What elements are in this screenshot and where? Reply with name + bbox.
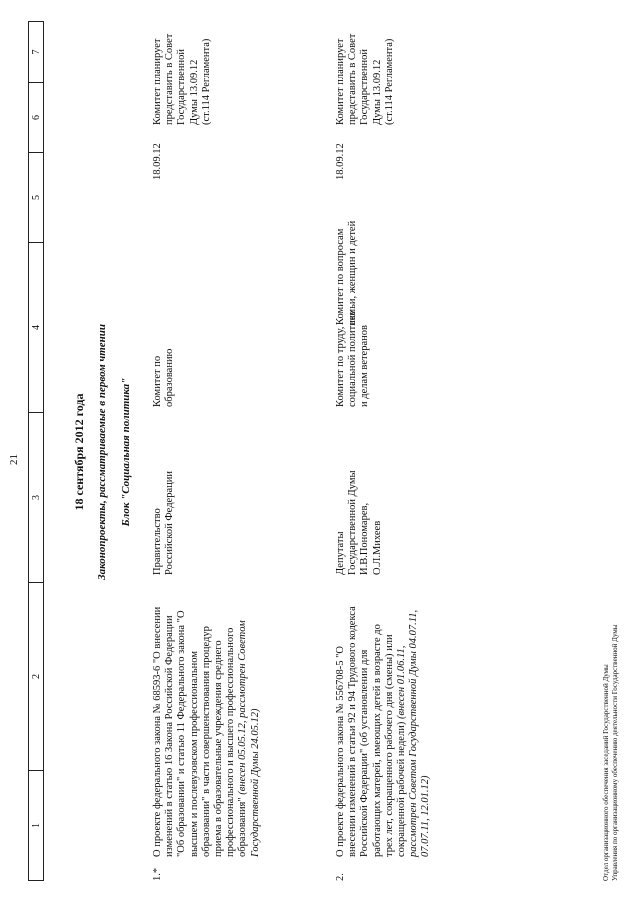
bill-description — [152, 602, 262, 857]
review-date: 18.09.12 — [152, 143, 163, 180]
bill-note: (внесен 01.06.11, рассмотрен Советом Государственной Думы 04.07.11, 07.07.11, 12.01.12) — [396, 609, 432, 857]
bill-title: О проекте федерального закона № 68593-6 "О внесении изменений в статью 16 Закона Российской Федерации "Об образовании" и статью 11 Федерального закона "О высшем и послевузовском профессиональном образовании" в части совершенствования процедур приема в образовательные учреждения среднего профессионального и высшего профессионального образования" — [152, 606, 249, 857]
row-number: 1.* — [152, 867, 163, 881]
co-committee: Комитет по вопросам семьи, женщин и детей — [335, 220, 359, 325]
column-header: 2 — [29, 582, 43, 770]
column-header-row — [28, 21, 44, 881]
section-heading: Законопроекты, рассматриваемые в первом чтении — [96, 324, 108, 580]
page-number: 21 — [8, 454, 20, 465]
bill-description — [335, 602, 433, 857]
column-header: 1 — [29, 770, 43, 880]
committee: Комитет по труду, социальной политике и делам ветеранов — [335, 310, 371, 407]
bill-title: О проекте федерального закона № 556708-5 "О внесении изменений в статьи 92 и 94 Трудового кодекса Российской Федерации" (об установлении для работающих матерей, имеющих детей в возрасте до трех лет, сокращенного рабочего дня (смены) или сокращенной рабочей недели) — [335, 606, 408, 857]
initiator: Депутаты Государственной Думы И.В.Пономарев, О.Л.Михеев — [335, 470, 383, 575]
column-header: 5 — [29, 152, 43, 242]
footer-line: Отдел организационного обеспечения заседаний Государственной Думы — [602, 664, 610, 881]
footer — [602, 281, 620, 881]
row-number: 2. — [335, 873, 346, 881]
date-heading: 18 сентября 2012 года — [72, 393, 86, 511]
column-header: 4 — [29, 242, 43, 412]
committee: Комитет по образованию — [152, 348, 176, 407]
bill-note: (внесен 05.05.12, рассмотрен Советом Государственной Думы 24.05.12) — [237, 620, 261, 857]
block-heading: Блок "Социальная политика" — [120, 377, 132, 527]
review-date: 18.09.12 — [335, 143, 346, 180]
committee-plan: Комитет планирует представить в Совет Государственной Думы 13.09.12 (ст.114 Регламента) — [152, 33, 212, 125]
column-header: 6 — [29, 82, 43, 152]
footer-line: Управления по организационному обеспечению деятельности Государственной Думы — [611, 624, 619, 881]
committee-plan: Комитет планирует представить в Совет Государственной Думы 13.09.12 (ст.114 Регламента) — [335, 33, 395, 125]
initiator: Правительство Российской Федерации — [152, 471, 176, 575]
column-header: 7 — [30, 49, 42, 55]
column-header: 3 — [29, 412, 43, 582]
